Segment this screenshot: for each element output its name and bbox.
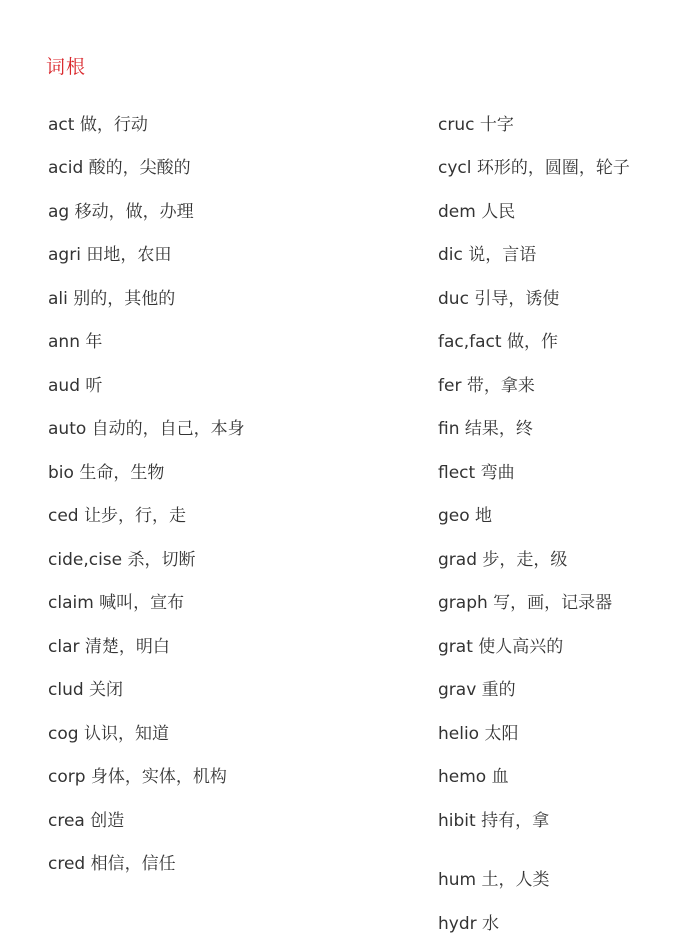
word-root-entry: fer 带，拿来 xyxy=(438,376,535,396)
word-root-entry: cycl 环形的，圆圈，轮子 xyxy=(438,158,630,178)
word-root-entry: dic 说，言语 xyxy=(438,245,537,265)
word-root-entry: agri 田地，农田 xyxy=(48,245,172,265)
word-root-entry: claim 喊叫，宣布 xyxy=(48,593,185,613)
word-root-entry: ced 让步，行，走 xyxy=(48,506,187,526)
word-root-entry: duc 引导，诱使 xyxy=(438,289,560,309)
word-root-entry: geo 地 xyxy=(438,506,493,526)
word-root-entry: cred 相信，信任 xyxy=(48,854,176,874)
word-root-entry: act 做，行动 xyxy=(48,115,148,135)
word-root-entry: hibit 持有，拿 xyxy=(438,811,550,831)
word-root-entry: aud 听 xyxy=(48,376,103,396)
word-root-entry: clar 清楚，明白 xyxy=(48,637,170,657)
word-root-entry: hemo 血 xyxy=(438,767,509,787)
word-root-entry: hum 土，人类 xyxy=(438,870,550,890)
word-root-entry: graph 写，画，记录器 xyxy=(438,593,613,613)
word-root-entry: ann 年 xyxy=(48,332,103,352)
word-root-entry: cruc 十字 xyxy=(438,115,514,135)
word-root-entry: fac,fact 做，作 xyxy=(438,332,558,352)
word-root-entry: grat 使人高兴的 xyxy=(438,637,564,657)
word-root-entry: cog 认识，知道 xyxy=(48,724,169,744)
word-root-entry: corp 身体，实体，机构 xyxy=(48,767,227,787)
word-root-entry: dem 人民 xyxy=(438,202,516,222)
word-root-entry: clud 关闭 xyxy=(48,680,124,700)
word-root-entry: hydr 水 xyxy=(438,914,500,934)
word-root-entry: auto 自动的，自己，本身 xyxy=(48,419,245,439)
word-root-entry: ali 别的，其他的 xyxy=(48,289,176,309)
word-root-entry: helio 太阳 xyxy=(438,724,519,744)
word-root-entry: bio 生命，生物 xyxy=(48,463,165,483)
word-root-entry: cide,cise 杀，切断 xyxy=(48,550,196,570)
word-root-entry: fin 结果，终 xyxy=(438,419,533,439)
section-heading: 词根 xyxy=(46,56,87,78)
word-root-entry: grav 重的 xyxy=(438,680,516,700)
word-root-entry: flect 弯曲 xyxy=(438,463,515,483)
word-root-entry: ag 移动，做，办理 xyxy=(48,202,194,222)
word-root-entry: grad 步，走，级 xyxy=(438,550,568,570)
word-root-entry: acid 酸的，尖酸的 xyxy=(48,158,191,178)
word-root-entry: crea 创造 xyxy=(48,811,125,831)
